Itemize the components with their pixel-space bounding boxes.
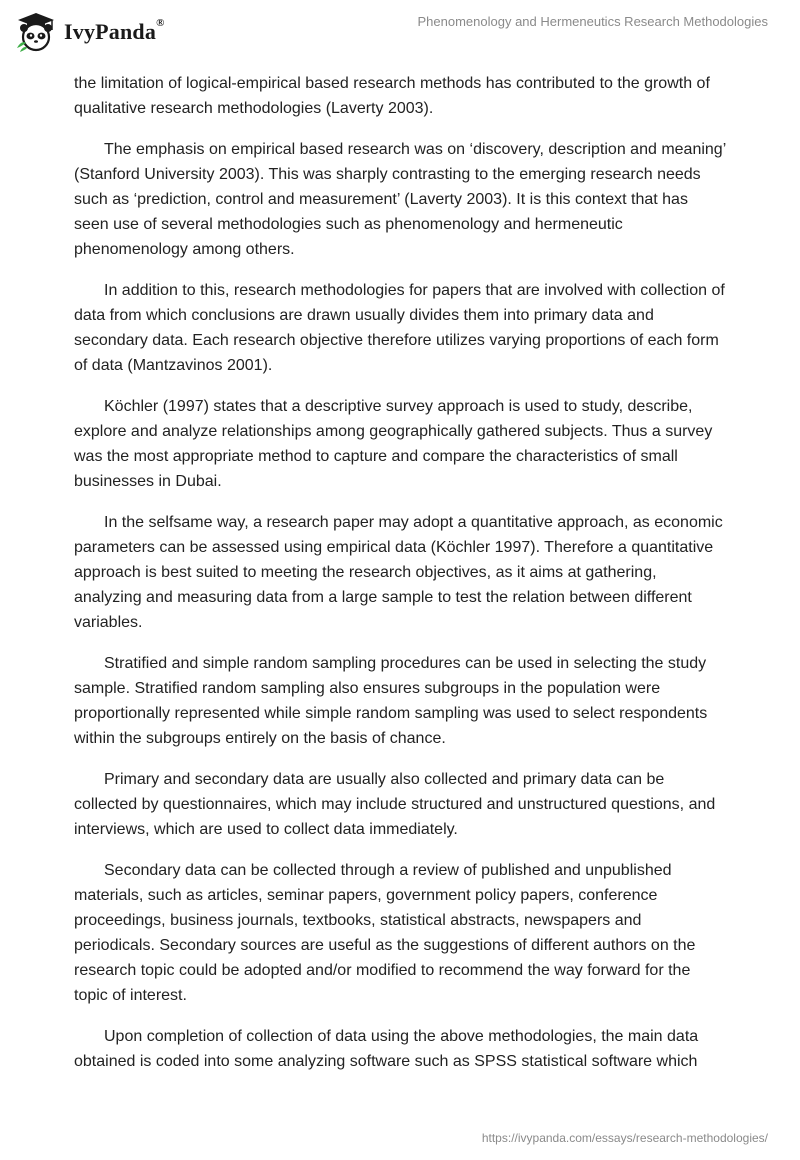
brand-name: IvyPanda® [64, 17, 165, 44]
paragraph: the limitation of logical-empirical based research methods has contributed to the growth of qualitative research methodologies (Laverty 2003). [74, 75, 710, 117]
essay-body [74, 71, 726, 1090]
page-header [0, 0, 800, 60]
source-url[interactable]: https://ivypanda.com/essays/research-methodologies/ [481, 1131, 768, 1145]
paragraph: Stratified and simple random sampling procedures can be used in selecting the study sample. Stratified random sampling also ensures subgroups in the population were proportionally represented while simple random sampling was used to select respondents within the subgroups entirely on the basis of chance. [74, 655, 708, 747]
paragraph: Upon completion of collection of data using the above methodologies, the main data obtained is coded into some analyzing software such as SPSS statistical software which [74, 1028, 699, 1070]
paragraph: In addition to this, research methodologies for papers that are involved with collection of data from which conclusions are drawn usually divides them into primary data and secondary data. Each research objective therefore utilizes varying proportions of each form of data (Mantzavinos 2001). [74, 282, 725, 374]
paragraph: Primary and secondary data are usually also collected and primary data can be collected by questionnaires, which may include structured and unstructured questions, and interviews, which are used to collect data immediately. [74, 771, 716, 838]
panda-graduate-icon [14, 10, 58, 54]
document-title: Phenomenology and Hermeneutics Research Methodologies [417, 14, 768, 29]
paragraph: In the selfsame way, a research paper may adopt a quantitative approach, as economic parameters can be assessed using empirical data (Köchler 1997). Therefore a quantitative approach is best suited to meeting the research objectives, as it aims at gathering, analyzing and measuring data from a large sample to test the relation between different variables. [74, 514, 723, 631]
paragraph: The emphasis on empirical based research was on ‘discovery, description and meaning’ (Stanford University 2003). This was sharply contrasting to the emerging research needs such as ‘prediction, control and measurement’ (Laverty 2003). It is this context that has seen use of several methodologies such as phenomenology and hermeneutic phenomenology among others. [74, 141, 726, 258]
paragraph: Secondary data can be collected through a review of published and unpublished materials, such as articles, seminar papers, government policy papers, conference proceedings, business journals, textbooks, statistical abstracts, newspapers and periodicals. Secondary sources are useful as the suggestions of different authors on the research topic could be adopted and/or modified to recommend the way forward for the topic of interest. [74, 862, 696, 1004]
paragraph: Köchler (1997) states that a descriptive survey approach is used to study, describe, explore and analyze relationships among geographically gathered subjects. Thus a survey was the most appropriate method to capture and compare the characteristics of small businesses in Dubai. [74, 398, 713, 490]
ivypanda-logo[interactable] [14, 8, 165, 56]
